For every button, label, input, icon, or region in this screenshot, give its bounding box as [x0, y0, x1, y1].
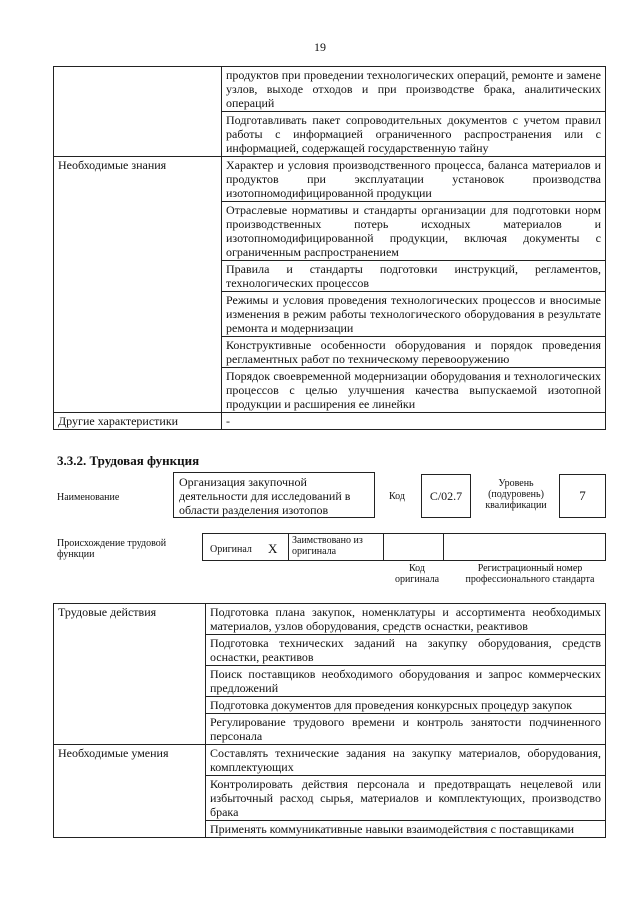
actions-table [53, 603, 606, 838]
table-row [54, 413, 606, 430]
table-row [54, 112, 606, 157]
row-label [54, 261, 222, 292]
function-name: Организация закупочной деятельности для исследований в области разделения изотопов [179, 475, 351, 517]
table-row [54, 292, 606, 337]
knowledge-table [53, 66, 606, 430]
row-label [54, 368, 222, 413]
table-row [54, 368, 606, 413]
row-label [54, 337, 222, 368]
row-label [54, 635, 206, 666]
code-box [421, 474, 471, 518]
level-label: Уровень (подуровень) квалификации [485, 478, 547, 511]
row-text: Применять коммуникативные навыки взаимодействия с поставщиками [206, 821, 606, 838]
level-box [559, 474, 606, 518]
reg-number-label: Регистрационный номер профессионального стандарта [465, 563, 595, 585]
section-title: 3.3.2. Трудовая функция [57, 453, 200, 468]
table-row [54, 604, 606, 635]
row-text: Характер и условия производственного процесса, баланса материалов и продуктов при эксплуатации установок производства изотопномодифицированной продукции [222, 157, 606, 202]
row-text: Контролировать действия персонала и предотвращать нецелевой или избыточный расход сырья, материалов и комплектующих, производство брака [206, 776, 606, 821]
row-text: Регулирование трудового времени и контроль занятости подчиненного персонала [206, 714, 606, 745]
original-mark: X [268, 541, 278, 556]
table-row [54, 697, 606, 714]
origin-label: Происхождение трудовой функции [57, 538, 167, 560]
origin-box [202, 533, 606, 561]
row-text: Конструктивные особенности оборудования и порядок проведения регламентных работ по техническому перевооружению [222, 337, 606, 368]
divider [288, 533, 289, 561]
row-label [54, 202, 222, 261]
row-label [54, 67, 222, 112]
row-label: Другие характеристики [54, 413, 222, 430]
row-label [54, 697, 206, 714]
original-label: Оригинал [210, 544, 252, 555]
row-text: Режимы и условия проведения технологических процессов и вносимые изменения в режим работы технологического оборудования в результате ремонта и модернизации [222, 292, 606, 337]
row-text: Поиск поставщиков необходимого оборудования и запрос коммерческих предложений [206, 666, 606, 697]
divider [383, 533, 384, 561]
table-row [54, 776, 606, 821]
row-text: - [222, 413, 606, 430]
code-value: С/02.7 [429, 489, 463, 503]
table-row [54, 635, 606, 666]
function-name-box [173, 472, 375, 518]
code-original-label: Код оригинала [394, 563, 440, 585]
row-text: Правила и стандарты подготовки инструкций, регламентов, технологических процессов [222, 261, 606, 292]
table-row [54, 714, 606, 745]
row-label [54, 821, 206, 838]
level-value: 7 [579, 488, 586, 503]
row-label [54, 714, 206, 745]
row-text: Подготовка технических заданий на закупку оборудования, средств оснастки, реактивов [206, 635, 606, 666]
table-row [54, 745, 606, 776]
name-label: Наименование [57, 492, 120, 503]
table-row [54, 157, 606, 202]
borrowed-label: Заимствовано из оригинала [292, 535, 363, 557]
row-text: Подготовка документов для проведения конкурсных процедур закупок [206, 697, 606, 714]
row-text: продуктов при проведении технологических операций, ремонте и замене узлов, выходе отходов и при производстве брака, аналитических операций [222, 67, 606, 112]
row-label [54, 666, 206, 697]
row-text: Подготавливать пакет сопроводительных документов с учетом правил работы с информацией ограниченного распространения или с информацией, содержащей государственную тайну [222, 112, 606, 157]
row-text: Составлять технические задания на закупку материалов, оборудования, комплектующих [206, 745, 606, 776]
page-number: 19 [314, 40, 326, 54]
table-row [54, 202, 606, 261]
row-label [54, 112, 222, 157]
table-row [54, 821, 606, 838]
row-label [54, 776, 206, 821]
table-row [54, 261, 606, 292]
row-text: Порядок своевременной модернизации оборудования и технологических процессов с целью улучшения качества выпускаемой изотопной продукции и расширения ее линейки [222, 368, 606, 413]
table-row [54, 666, 606, 697]
row-label: Необходимые умения [54, 745, 206, 776]
row-label: Трудовые действия [54, 604, 206, 635]
divider [443, 533, 444, 561]
row-label [54, 292, 222, 337]
table-row [54, 67, 606, 112]
row-text: Подготовка плана закупок, номенклатуры и ассортимента необходимых материалов, узлов оборудования, средств оснастки, реактивов [206, 604, 606, 635]
row-label: Необходимые знания [54, 157, 222, 202]
code-label: Код [389, 491, 405, 502]
row-text: Отраслевые нормативы и стандарты организации для подготовки норм производственных потерь исходных материалов и изотопномодифицированной продукции, включая документы с ограниченным распространением [222, 202, 606, 261]
table-row [54, 337, 606, 368]
